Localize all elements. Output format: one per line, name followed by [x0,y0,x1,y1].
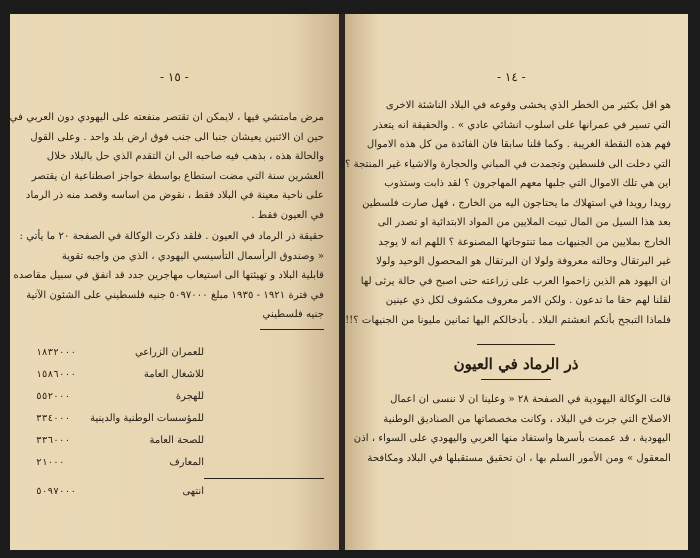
table-row [24,452,324,474]
divider [481,379,551,380]
left-page [10,14,339,550]
total-amount: ٥٠٩٧٠٠٠ [36,486,77,497]
page-number: - ١٤ - [497,70,526,84]
right-page-body [340,96,671,468]
text-line: حين ان الاثنين يعيشان جنبا الى جنب فوق ارض بلد واحد . وعلى القول [30,131,324,143]
table-row [24,408,324,430]
text-line: غير البرتقال وحالته معروفة ولولا ان البرتقال هو المحصول الوحيد ولولا [376,256,671,267]
budget-label: للصحة العامة [149,435,204,446]
text-line: لقلنا لهم حقا ما تدعون . ولكن الامر معروف مكشوف لكل ذي عينين [385,295,671,306]
table-row [24,430,324,452]
text-line: والحالة هذه ، بذهب فيه صاحبه الى ان التقدم الذي حل بالبلاد خلال [46,151,324,162]
right-page [340,14,688,550]
divider [260,329,324,330]
total-divider [204,478,324,479]
text-line: ان اليهود هم الذين زاحموا العرب على زراعته حتى اصبح في حالة يرثى لها [360,275,671,287]
section-title: ذر الرماد في العيون [453,355,579,373]
text-line: اليهودية ، قد عممت بأسرها واستفاد منها العربي واليهودي على السواء ، اذن [353,433,671,444]
text-line: الاصلاح التي جرت في البلاد ، وكانت مخصصاتها من الصناديق الوطنية [383,413,671,425]
budget-amount: ٥٥٢٠٠٠ [36,391,71,402]
budget-table [24,342,324,474]
text-line: المعقول » ومن الأمور السلم بها ، ان تحقيق مستقبلها في البلاد ومكافحة [367,452,671,464]
budget-label: للعمران الزراعي [134,347,204,358]
text-line: فلماذا التبجح بأنكم انعشتم البلاد . بأدخالكم اليها ثمانين مليونا من الجنيهات ؟!! [345,314,671,326]
table-row [24,342,324,364]
table-row [24,481,324,503]
budget-amount: ٣٣٤٠٠٠ [36,413,71,424]
divider [477,344,555,345]
budget-label: للاشغال العامة [143,369,204,380]
budget-label: للمؤسسات الوطنية والدينية [90,413,204,424]
budget-total [24,481,324,503]
text-line: جنيه فلسطيني [262,309,324,320]
budget-label: المعارف [169,457,204,468]
text-line: مرض مامتشي فيها ، لايمكن ان تقتصر منفعته على اليهودي دون العربي في [9,112,324,123]
text-line: هو اقل بكثير من الخطر الذي يخشى وقوعه في البلاد الناشئة الاخرى [385,100,671,111]
text-line: اين هي تلك الاموال التي جلبها معهم المهاجرون ؟ لقد ذابت وستذوب [384,178,671,189]
text-line: التي تسير في عمرانها على اسلوب انشائي عادي » . والحقيقة انه يتعذر [373,119,671,131]
text-line: قالت الوكالة اليهودية في الصفحة ٢٨ « وعلينا ان لا ننسى ان اعمال [390,394,671,405]
text-line: حقيقة ذر الرماد في العيون . فلقد ذكرت الوكالة في الصفحة ٢٠ ما يأتي : [19,231,324,242]
table-row [24,364,324,386]
text-line: على ناحية معينة في البلاد فقط ، نقوض من اساسه وقصد منه ذر الرماد [25,190,324,201]
text-line: بعد هذا السيل من المال تبيت الملايين من المواد الابتدائية او تصدر الى [377,217,671,228]
budget-label: للهجرة [175,391,204,402]
text-line: رويدا رويدا في استهلاك ما يحتاجون اليه من الخارج ، فهل صارت فلسطين [362,197,671,209]
text-line: التي دخلت الى فلسطين وتجمدت في المباني والحجارة والاشياء غير المنتجة ؟! [340,158,671,170]
text-line: قابلية البلاد و تهيئتها الى استيعاب مهاجرين جدد قد انفق في سبيل مقاصده [13,270,324,281]
total-label: انتهى [182,486,204,497]
text-line: فهم هذه النقطة الغريبة . وكما قلنا سابقا فان الفائدة من كل هذه الاموال [366,139,671,150]
budget-amount: ١٥٨٦٠٠٠ [36,369,77,380]
text-line: الخارج بملايين من الجنيهات مما تنتوجاتها المصنوعة ؟ اللهم انه لا يوجد [378,236,671,248]
page-number: - ١٥ - [160,70,189,84]
book-spread [10,14,688,550]
left-page-body [9,108,324,503]
budget-amount: ٢١٠٠٠ [36,457,65,468]
budget-amount: ١٨٣٢٠٠٠ [36,347,77,358]
text-line: في فترة ١٩٢١ - ١٩٣٥ مبلغ ٥٠٩٧٠٠٠ جنيه فلسطيني على الشئون الآتية [26,289,324,301]
table-row [24,386,324,408]
text-line: في العيون فقط . [251,209,324,221]
budget-amount: ٣٣٦٠٠٠ [36,435,71,446]
text-line: العشرين سنة التي مضت استطاع بواسطة حواجز اصطناعية ان يقتصر [31,170,324,182]
text-line: « وصندوق الرأسمال التأسيسي اليهودي ، الذي من واجبه تقوية [61,250,324,262]
